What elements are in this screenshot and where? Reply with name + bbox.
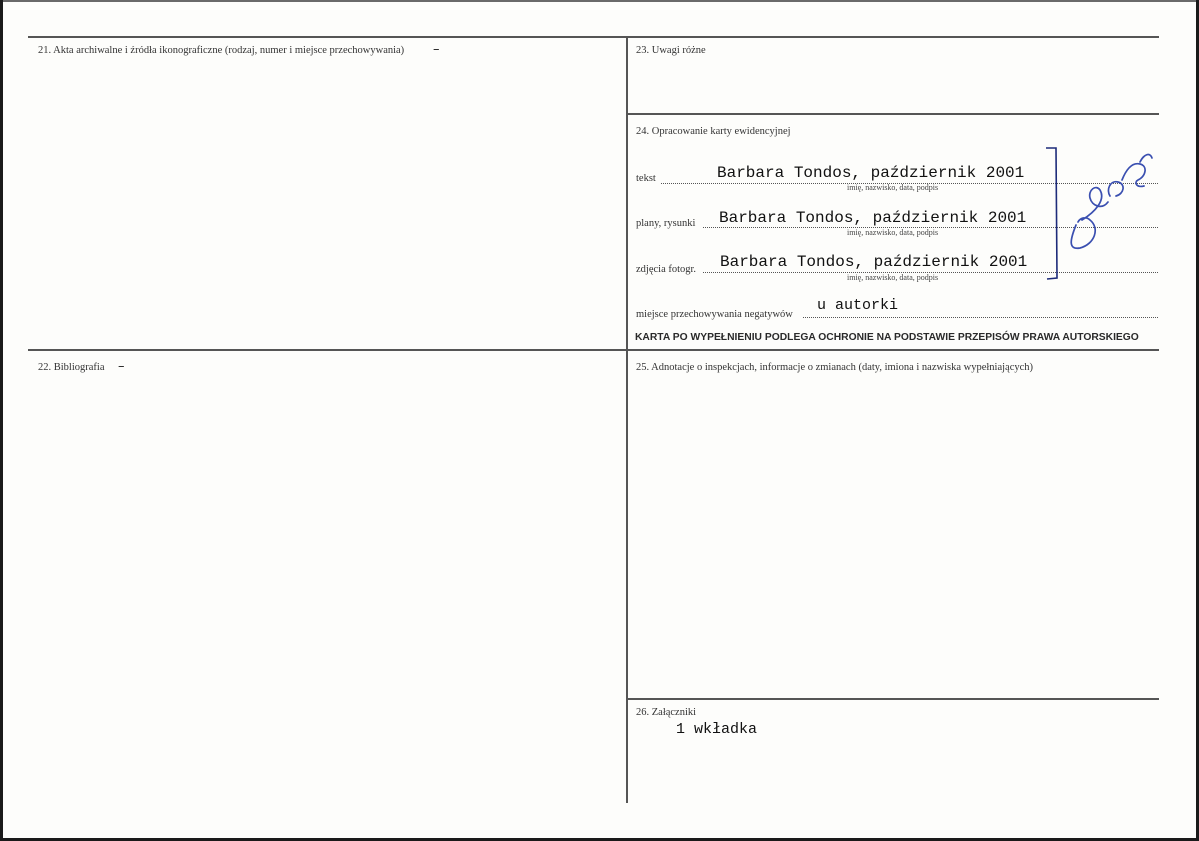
rule-top — [28, 36, 1159, 38]
row-tekst-value: Barbara Tondos, październik 2001 — [717, 164, 1025, 182]
rule-23-24 — [627, 113, 1159, 115]
section-24-label: 24. Opracowanie karty ewidencyjnej — [636, 126, 791, 137]
section-23-label: 23. Uwagi różne — [636, 45, 706, 56]
negatives-dotline — [803, 317, 1158, 318]
section-22-value: – — [118, 359, 125, 374]
section-25-label: 25. Adnotacje o inspekcjach, informacje o zmianach (daty, imiona i nazwiska wypełniających) — [636, 362, 1034, 373]
rule-middle — [28, 349, 1159, 351]
rule-25-26 — [627, 698, 1159, 700]
negatives-label: miejsce przechowywania negatywów — [636, 309, 793, 320]
copyright-notice: KARTA PO WYPEŁNIENIU PODLEGA OCHRONIE NA PODSTAWIE PRZEPISÓW PRAWA AUTORSKIEGO — [635, 332, 1139, 343]
negatives-value: u autorki — [817, 297, 899, 314]
row-zdjecia-label: zdjęcia fotogr. — [636, 264, 697, 275]
page-edge-left — [0, 0, 3, 841]
row-tekst-hint: imię, nazwisko, data, podpis — [847, 183, 939, 192]
section-26-label: 26. Załączniki — [636, 707, 697, 718]
row-plany-label: plany, rysunki — [636, 218, 696, 229]
section-26-value: 1 wkładka — [676, 721, 758, 738]
signature-bracket-and-signature — [1040, 140, 1160, 285]
section-21-value: – — [433, 42, 440, 57]
row-zdjecia-value: Barbara Tondos, październik 2001 — [720, 253, 1028, 271]
section-22-label: 22. Bibliografia — [38, 362, 105, 373]
row-tekst-label: tekst — [636, 173, 656, 184]
row-plany-value: Barbara Tondos, październik 2001 — [719, 209, 1027, 227]
section-21-label: 21. Akta archiwalne i źródła ikonograficzne (rodzaj, numer i miejsce przechowywania) — [38, 45, 405, 56]
row-zdjecia-hint: imię, nazwisko, data, podpis — [847, 273, 939, 282]
row-plany-hint: imię, nazwisko, data, podpis — [847, 228, 939, 237]
rule-vertical — [626, 36, 628, 803]
page-edge-top — [0, 0, 1199, 2]
